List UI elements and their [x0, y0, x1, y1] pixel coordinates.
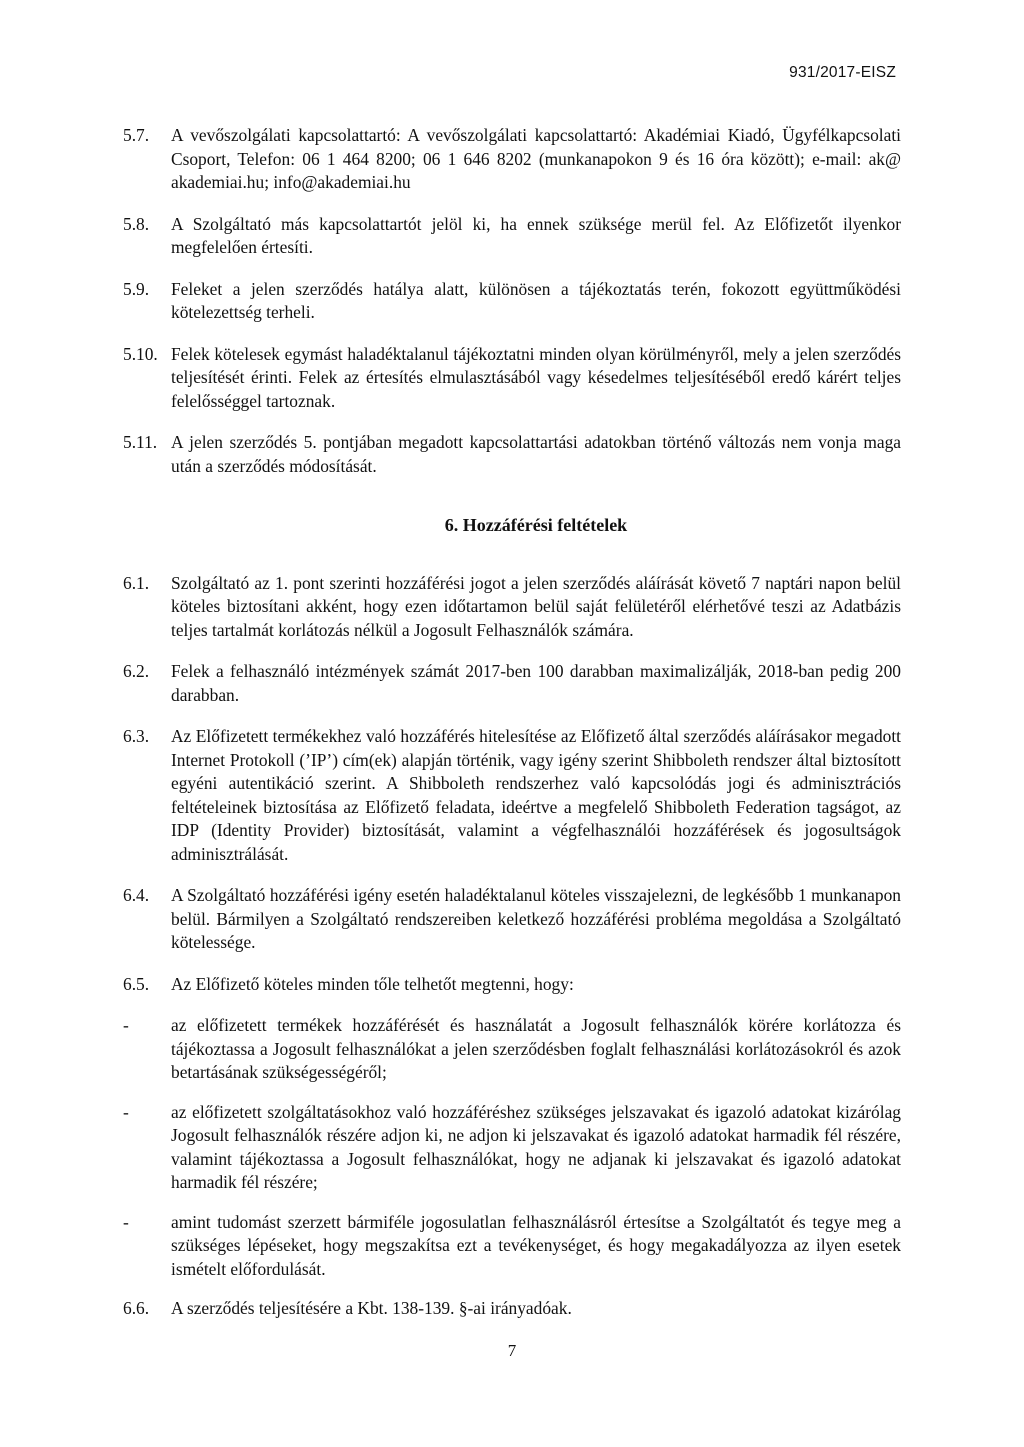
- clause-item: [123, 973, 901, 997]
- section-6-heading: 6. Hozzáférési feltételek: [444, 515, 628, 535]
- clause-text: Felek kötelesek egymást haladéktalanul tájékoztatni minden olyan körülményről, mely a jelen szerződés teljesítését érinti. Felek az értesítés elmulasztásából vagy késedelmes teljesítéséből eredő kárért teljes felelősséggel tartoznak.: [171, 343, 901, 411]
- clause-text: A Szolgáltató más kapcsolattartót jelöl ki, ha ennek szüksége merül fel. Az Előfizetőt ilyenkor megfelelően értesíti.: [171, 213, 901, 257]
- bullet-dash: -: [123, 1015, 129, 1035]
- bullet-text: az előfizetett termékek hozzáférését és használatát a Jogosult felhasználók körére korlátozza és tájékoztassa a Jogosult felhasználókat a jelen szerződésben foglalt felhasználási korlátozásokról és azok betartásának szükségességéről;: [171, 1015, 901, 1082]
- clause-number: 5.8.: [123, 213, 150, 234]
- page-content: [123, 124, 901, 1339]
- clause-item: [123, 278, 901, 325]
- clause-item: [123, 660, 901, 707]
- clause-number: 6.1.: [123, 572, 150, 593]
- clause-item: [123, 1297, 901, 1321]
- bullet-dash: -: [123, 1211, 129, 1232]
- clause-number: 5.10.: [123, 343, 158, 364]
- bullet-dash: -: [123, 1101, 129, 1122]
- clause-item: [123, 431, 901, 478]
- clause-number: 6.2.: [123, 661, 150, 681]
- section-5-clauses: [123, 124, 901, 478]
- clause-text: A jelen szerződés 5. pontjában megadott kapcsolattartási adatokban történő változás nem vonja maga után a szerződés módosítását.: [171, 432, 901, 476]
- clause-number: 5.9.: [123, 278, 150, 299]
- clause-number: 5.7.: [123, 125, 150, 145]
- clause-text: Szolgáltató az 1. pont szerinti hozzáférési jogot a jelen szerződés aláírását követő 7 naptári napon belül köteles biztosítani akként, hogy ezen időtartamon belül saját felületéről elérhetővé teszi az Adatbázis teljes tartalmát korlátozás nélkül a Jogosult Felhasználók számára.: [171, 572, 901, 640]
- document-reference: 931/2017-EISZ: [789, 64, 896, 81]
- clause-number: 6.4.: [123, 885, 150, 905]
- clause-number: 6.5.: [123, 973, 150, 994]
- bullet-text: amint tudomást szerzett bármiféle jogosulatlan felhasználásról értesítse a Szolgáltatót és tegye meg a szükséges lépéseket, hogy megszakítsa ezt a tevékenységet, és hogy megakadályozza az ilyen esetek ismételt előfordulását.: [171, 1211, 901, 1279]
- page-number: 7: [507, 1341, 517, 1360]
- section-6-clauses: [123, 572, 901, 997]
- bullet-item: [123, 1014, 901, 1085]
- clause-text: A szerződés teljesítésére a Kbt. 138-139. §-ai irányadóak.: [171, 1298, 572, 1318]
- clause-text: Felek a felhasználó intézmények számát 2017-ben 100 darabban maximalizálják, 2018-ban pedig 200 darabban.: [171, 661, 901, 705]
- clause-text: A Szolgáltató hozzáférési igény esetén haladéktalanul köteles visszajelezni, de legkésőbb 1 munkanapon belül. Bármilyen a Szolgáltató rendszereiben keletkező hozzáférési probléma megoldása a Szolgáltató kötelessége.: [171, 885, 901, 952]
- clause-item: [123, 124, 901, 195]
- clause-number: 6.3.: [123, 726, 150, 746]
- clause-text: Feleket a jelen szerződés hatálya alatt, különösen a tájékoztatás terén, fokozott együttműködési kötelezettség terheli.: [171, 278, 901, 322]
- clause-text: Az Előfizetett termékekhez való hozzáférés hitelesítése az Előfizető által szerződés aláírásakor megadott Internet Protokoll (’IP’) cím(ek) alapján történik, vagy igény szerint Shibboleth rendszer által biztosított egyéni autentikáció szerint. A Shibboleth rendszerhez való kapcsolódás jogi és adminisztrációs feltételeinek biztosítása az Előfizető feladata, ideértve a megfelelő Shibboleth Federation tagságot, az IDP (Identity Provider) biztosítását, valamint a végfelhasználói hozzáférések és jogosultságok adminisztrálását.: [171, 726, 901, 864]
- clause-text: A vevőszolgálati kapcsolattartó: A vevőszolgálati kapcsolattartó: Akadémiai Kiadó, Ügyfélkapcsolati Csoport, Telefon: 06 1 464 8200; 06 1 646 8202 (munkanapokon 9 és 16 óra között); e-mail: ak@ akademiai.hu; info@akademiai.hu: [171, 125, 901, 192]
- clause-item: [123, 725, 901, 866]
- bullet-item: [123, 1101, 901, 1195]
- clause-number: 5.11.: [123, 432, 158, 452]
- clause-number: 6.6.: [123, 1298, 150, 1318]
- clause-item: [123, 884, 901, 955]
- clause-item: [123, 213, 901, 260]
- bullet-text: az előfizetett szolgáltatásokhoz való hozzáféréshez szükséges jelszavakat és igazoló adatokat kizárólag Jogosult felhasználók részére adjon ki, ne adjon ki jelszavakat és igazoló adatokat harmadik fél részére, valamint tájékoztassa a Jogosult felhasználókat, hogy ne adjanak ki jelszavakat és igazoló adatokat harmadik fél részére;: [171, 1101, 901, 1192]
- bullet-item: [123, 1211, 901, 1282]
- clause-item: [123, 343, 901, 414]
- clause-item: [123, 572, 901, 643]
- clause-text: Az Előfizető köteles minden tőle telhetőt megtenni, hogy:: [171, 973, 574, 994]
- clause-6-5-bullet-list: [123, 1014, 901, 1281]
